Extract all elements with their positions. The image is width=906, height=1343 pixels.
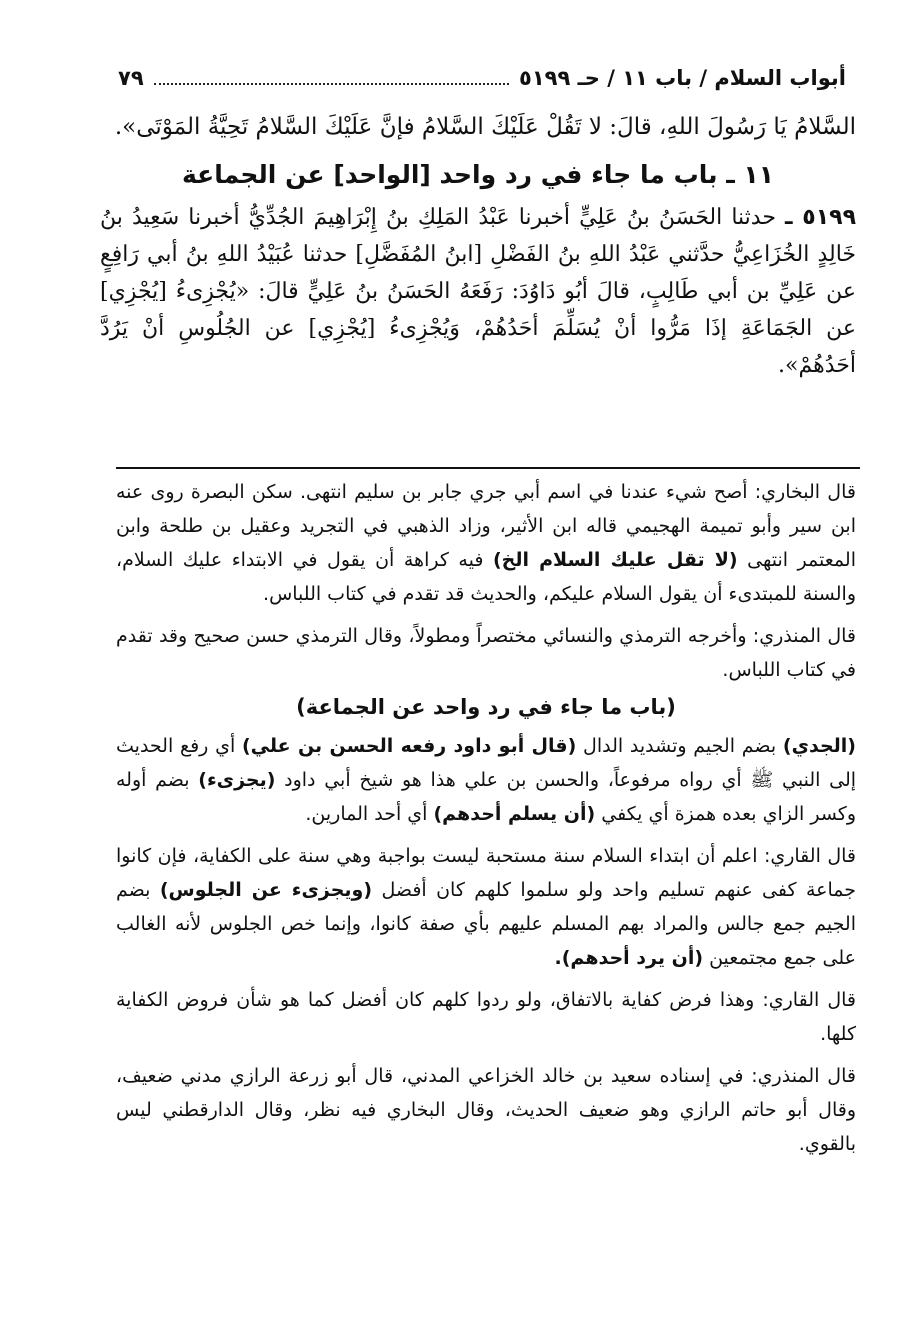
footnote-divider (116, 467, 860, 469)
commentary-text: أي رفع الحديث إلى النبي ﷺ أي رواه مرفوعاً، والحسن بن علي هذا هو شيخ أبي داود (116, 735, 857, 791)
commentary-text: بضم الجيم جمع جالس والمراد بهم المسلم عليهم بأي صفة كانوا، وإنما خص الجلوس لأنه الغالب على جمع مجتمعين (116, 879, 856, 969)
commentary-text: أي أحد المارين. (305, 803, 428, 825)
commentary-paragraph: قال القاري: وهذا فرض كفاية بالاتفاق، ولو ردوا كلهم كان أفضل كما هو شأن فروض الكفاية كلها. (116, 989, 856, 1045)
commentary-text: بضم أوله وكسر الزاي بعده همزة أي يكفي (116, 769, 856, 825)
hadith-body: حدثنا الحَسَنُ بنُ عَلِيٍّ أخبرنا عَبْدُ المَلِكِ بنُ إِبْرَاهِيمَ الجُدِّيُّ أخبرنا سَعِيدُ بنُ خَالِدٍ الخُزَاعِيُّ حدَّثني عَبْدُ اللهِ بنُ الفَضْلِ [ابنُ المُفَضَّلِ] حدثنا عُبَيْدُ اللهِ بنُ أبي رَافِعٍ عن عَلِيِّ بن أبي طَالِبٍ، قالَ أبُو دَاوُدَ: رَفَعَهُ الحَسَنُ بنُ عَلِيٍّ قالَ: «يُجْزِىءُ [يُجْزِي] عن الجَمَاعَةِ إذَا مَرُّوا أنْ يُسَلِّمَ أحَدُهُمْ، وَيُجْزِىءُ [يُجْزِي] عن الجُلُوسِ أنْ يَرُدَّ أحَدُهُمْ». (100, 205, 856, 378)
leader-dots (154, 71, 509, 85)
commentary-paragraph (116, 729, 856, 831)
commentary-paragraph: قال المنذري: وأخرجه الترمذي والنسائي مختصراً ومطولاً، وقال الترمذي حسن صحيح وقد تقدم في كتاب اللباس. (116, 625, 856, 681)
running-title: أبواب السلام / باب ١١ / حـ ٥١٩٩ (519, 66, 846, 90)
commentary-heading: (باب ما جاء في رد واحد عن الجماعة) (296, 695, 676, 719)
commentary-text: قال البخاري: أصح شيء عندنا في اسم أبي جري جابر بن سليم انتهى. سكن البصرة روى عنه ابن سير وأبو تميمة الهجيمي قاله ابن الأثير، وزاد الذهبي في التجريد وعقيل بن طلحة وابن المعتمر انتهى (116, 481, 856, 571)
commentary-section (116, 475, 856, 1169)
commentary-lemma: (قال أبو داود رفعه الحسن بن علي) (242, 735, 577, 757)
commentary-paragraph (116, 475, 856, 611)
commentary-text: فيه كراهة أن يقول في الابتداء عليك السلام، والسنة للمبتدىء أن يقول السلام عليكم، والحديث قد تقدم في كتاب اللباس. (116, 549, 856, 605)
commentary-text: قال القاري: اعلم أن ابتداء السلام سنة مستحبة ليست بواجبة وهي سنة على الكفاية، فإن كانوا جماعة كفى عنهم تسليم واحد ولو سلموا كلهم كان أفضل (116, 845, 856, 901)
commentary-lemma: (أن يرد أحدهم). (554, 947, 704, 969)
continued-text: السَّلامُ يَا رَسُولَ اللهِ، قالَ: لا تَقُلْ عَلَيْكَ السَّلامُ فإنَّ عَلَيْكَ السَّلامُ تَحِيَّةُ المَوْتَى». (114, 114, 856, 140)
running-header (118, 58, 846, 98)
main-text (100, 108, 856, 384)
chapter-title: ما جاء في رد واحد [الواحد] عن الجماعة (182, 160, 665, 189)
commentary-paragraph (116, 839, 856, 975)
commentary-lemma: (الجدي) (782, 735, 856, 757)
chapter-number: ١١ ـ (726, 160, 774, 189)
commentary-text: بضم الجيم وتشديد الدال (583, 735, 777, 757)
hadith-number: ٥١٩٩ ـ (785, 205, 856, 230)
commentary-lemma: (يجزىء) (198, 769, 276, 791)
chapter-keyword: باب (673, 160, 718, 189)
commentary-paragraph: قال المنذري: في إسناده سعيد بن خالد الخزاعي المدني، قال أبو زرعة الرازي مدني ضعيف، وقال أبو حاتم الرازي وهو ضعيف الحديث، وقال البخاري فيه نظر، وقال الدارقطني ليس بالقوي. (116, 1065, 856, 1155)
chapter-heading (100, 160, 856, 189)
hadith-text (100, 199, 856, 384)
commentary-lemma: (ويجزىء عن الجلوس) (159, 879, 373, 901)
commentary-lemma: (لا تقل عليك السلام الخ) (492, 549, 738, 571)
commentary-lemma: (أن يسلم أحدهم) (433, 803, 596, 825)
page-number: ٧٩ (118, 66, 144, 90)
